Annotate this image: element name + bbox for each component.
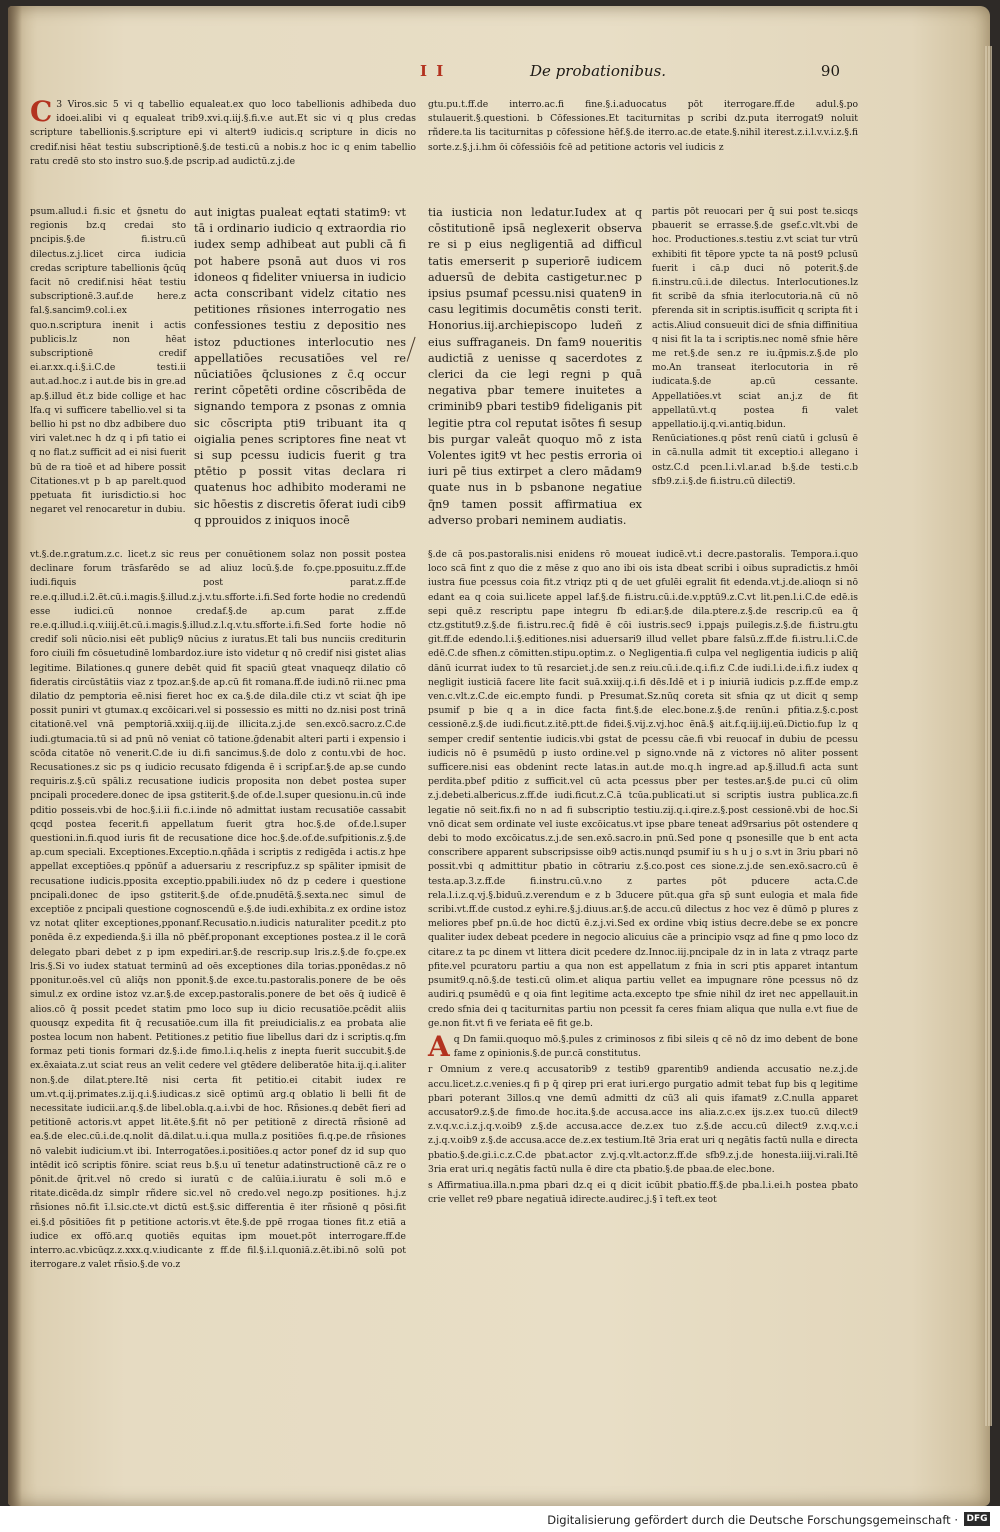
folio-number: 90 <box>820 62 840 80</box>
right-gloss-bottom <box>428 548 858 1360</box>
left-gloss-top <box>30 95 416 203</box>
right-gloss-s-text: s Affirmatiua.illa.n.pma pbari dz.q ei q dicit icūbit pbatio.ff.§.de pba.l.i.ei.h postea pbato crie vellet re9 pbare negatiuā idirecte.audirec.j.§ ī teft.ex teot <box>428 1179 858 1206</box>
main-text-a: aut inigtas pualeat eqtati statim9: vt tā i ordinario iudicio q extraordia rio iudex semp adhibeat aut publi cā fi pot habere psonā aut duos vi ros idoneos q fideliter vniuersa in iudicio acta conscribant videlz citatio nes petitiones rñsiones interrogatio nes confessiones testiu z depositio nes istoz pductiones interlocutio nes appellatiōes recusatiōes vel re nūciatiōes q̄clusiones z c̄.q occur rerint cōpetēti ordine cōscribēda de signando tempora z psonas z omnia sic cōscripta pti9 tribuant ita q oigialia penes scriptores fine neat vt si sup pcessu iudicis fuerit g tra ptētio p possit vitas declara ri quatenus hoc adhibito moderami ne sic hōestis z discretis ōferat iudi cib9 q pprouidos z iniquos inocē <box>194 206 406 527</box>
left-gloss-bottom-text: vt.§.de.r.gratum.z.c. licet.z sic reus per conuētionem solaz non possit postea declinare forum trāsfarēdo se ad aliuz locū.§.de fo.çpe.pposuitu.z.ff.de iudi.fiquis post parat.z.ff.de re.e.q.illud.i.2.ēt.cū.i.magis.§.illud.z.j.v.tu.sfforte.i.fi.Sed forte hodie no credendū esse iudici.cū nonnoe credaf.§.de ap.cum parat z.ff.de re.e.q.illud.i.q.v.iiij.ēt.cū.i.magis.§.illud.z.l.q.v.tu.sfforte.i.fi.Sed forte hodie nō credif soli nūcio.nisi eēt publiç9 nūcius z iuratus.Et tali bus nunciis crediturin foro ciuili fm cōsuetudinē lombardoz.iure isto videtur q nō credif nisi gistet alias legitime. Bilationes.q gunere debēt quid fit spaciū gteat vnaqueqz dilatio cō fideratis circūstātiis viaz z tpoz.ar.§.de ap.cū fit romana.ff.de iudi.nō rii.nec pma dilatio dz pemptoria eē.nisi fieret hoc ex ca.§.de dila.dile cti.z vt sciat q̄h ipe possit puniri vt gtumax.q excōicari.vel si possessio es mitti no dz.nisi post trinā citationē.vel vnā pemptoriā.xxiij.q.iij.de illicita.z.j.de sen.excō.sacro.z.C.de iudi.gtumacia.tū si ad pnū nō veniat cō tatione.ḡdenabit alteri parti i expensio i scōda citatōe nō venerit.C.de iu di.fi sancimus.§.de dolo z contu.vbi de hoc. Recusationes.z sic ps q iudicio recusato fdigenda ē i scripf.ar.§.de ap.se cundo requiris.z.§.cū spāli.z recusatione iudicis proposita non debet postea super pncipali procedere.donec de ipsa gstiterit.§.de of.de.l.super quesionu.in.cū inde pditio posseis.vbi de hoc.§.i.ii fi.c.i.inde nō admittat iustam recusatiōe cassabit qcqd postea fecerit.fi appellatum fuerit gtra hoc.§.de of.de.l.super questioni.in.fi.quod iuris fit de recusatione dice hoc.§.de.of.de.sufpitionis.z.§.de ap.cum speciali. Exceptiones.Exceptio.n.qñāda i scriptis z redigēda i actis.z hpe appellat exceptiōes.q ppōnūf a aduersariu z rescripfuz.z sp spāliter ipmisit de recusatione iudicis.pposita exceptio.ppabili.iudex nō dz p cedere i questione pncipali.donec de ipso gstiterit.§.de of.de.pnudētā.§.sexta.nec simul de exceptiōe z pncipali questione cognoscendū e.§.de iudi.exhibita.z ex ordine istoz vz notat qliter exceptiones,pponanf.Recusatio.n.iudicis naturaliter pcedit.z pto ponēda ē.z expedienda.§.i illa nō pbēf.proponant exceptiones postea.z il le corā delegato pbari debet z p ipm expediri.ar.§.de rescrip.sup lris.z.§.de fo.çpe.ex lris.§.Si vo iudex statuat terminū ad oēs exceptiones dila torias.pponēdas.z nō pponitur.oēs.vel cū aliq̄s non pponit.§.de exce.tu.pastoralis.ponere de be oēs simul.z ex ordine istoz vz.ar.§.de excep.pastoralis.ponere de bet oēs q̄ iudicē ē alios.cō q̄ possit pcedet statim pmo loco sup iu dicio recusatiōe.pcēdit aliis quousqz expedita fit q̄ recusatiōe.cum illa fit preiudicialis.z ea probata alie postea locum non habent. Petitiones.z petitio fiue libellus dari dz i scriptis.q.fm formaz peti tionis formari dz.§.i.de fimo.l.i.q.helis z inepta fuerit succubit.§.de ex.ēxaiata.z.ut sciat reus an velit cedere vel gtēdere deliberatōe hita.ij.q.i.aliter non.§.de dilat.ptere.Itē nisi certa fit petitio.ei citabit iudex re um.vt.q.ij.primates.z.ij.q.i.§.iudicas.z sicē optimū arg.q oblatio li belli fit de necessitate iudicii.ar.q.§.de libel.obla.q.a.i.vbi de hoc. Rñsiones.q debēt fieri ad petitionē actoris.vt appet lit.ēte.§.fit nō per petitionē z directā rñsionē ad ea.§.de elec.cū.i.de.q.nolit dā.dilat.u.i.qua mulla.z positiōes fi.q.pe.de rñsiones nō valebit iudicium.vt ibi. Interrogatōes.i.positiōes.q actor ponef dz id sup quo intēdit icō scriptis fōnire. sciat reus b.§.u uī tenetur adatinstructionē cā.z re o pōnit.de q̄rit.vel nō credo si iuratū c de calūia.i.iuratu ē soli m.ō e ritate.dicēda.dz simplr rñdere sic.vel nō credo.vel nego.zp positiones. h.j.z rñsiones nō.fit ī.l.sic.cte.vt dictū est.§.sic differentia ē iter rñsionē q pōsi.fit ei.§.d pōsitiōes fit p petitione actoris.vt ēte.§.de ppē rrogaa tiones fit.z etiā a iudice ex offō.ar.q quotiēs equitas ipm mouet.pōt interrogare.ff.de interro.ac.vbicūqz.z.xxx.q.v.iudicante z ff.de fil.§.i.l.quoniā.z.ēt.ibi.nō solū pot iterrogare.z valet rñsio.§.de vo.z <box>30 549 406 1271</box>
page-edge <box>984 46 992 1426</box>
dfg-logo-icon: DFG <box>964 1512 990 1526</box>
red-initial-q: A <box>428 1029 450 1063</box>
right-gloss-q-text: q Dn famii.quoquo mō.§.pules z criminosos z fibi sileis q cē nō dz imo debent de bone fame z opinionis.§.de pur.cā constitutus. <box>453 1033 858 1060</box>
page-gutter <box>8 6 22 1506</box>
main-text-column-b <box>428 205 642 527</box>
right-gloss-top <box>428 98 858 203</box>
right-gloss-side-text: partis pōt reuocari per q̄ sui post te.sicqs pbauerit se errasse.§.de gsef.c.vlt.vbi de hoc. Productiones.s.testiu z.vt sciat tur vtrū exhibiti fit tēpore ypcte ta nā post9 pclusū fuerit i cā.p duci nō poterit.§.de fi.instru.cū.i.de dilectus. Interlocutiones.lz fit scribē da sfnia iterlocutoria.nā cū nō pferenda sit in scriptis.isufficit q scripta fit i actis.Aliud consueuit dici de sfnia diffinitiua q nisi fit la ta i scriptis.nec nomē sfnie hēre me ret.§.de sen.z re iu.q̄pmis.z.§.de plo mo.An transeat iterlocutoria in rē iudicata.§.de ap.cū cessante. Appellatiōes.vt sciat an.j.z de fit appellatū.vt.q postea fi valet appellatio.ij.q.vi.antiq.bidun. Renūciationes.q pōst renū ciatū i gclusū ē in cā.nulla admit tit exceptio.i allegano i ostz.C.d pcen.l.i.vl.ar.ad b.§.de testi.c.b sfb9.z.i.§.de fi.istru.cū dilecti9. <box>652 206 858 487</box>
main-text-column-a <box>194 205 406 543</box>
running-head-title: De probationibus. <box>530 62 667 80</box>
running-head-numeral: I I <box>420 62 446 80</box>
left-gloss-bottom <box>30 548 406 1356</box>
footer-credit: Digitalisierung gefördert durch die Deutsche Forschungsgemeinschaft · <box>547 1513 958 1527</box>
right-gloss-bottom-text: §.de cā pos.pastoralis.nisi enidens rō moueat iudicē.vt.i decre.pastoralis. Tempora.i.quo loco scā fint z quo die z mēse z quo ano ibi ois ista dbeat scribi i oibus supradictis.z hmōi iustra fiue pcessus coia fit.z vtriqz pti q de uet gfulēi egralit fit edenda.vt.j.de.alioqn si nō edant ea q coia sui.licete appel laf.§.de fi.istru.cū.i.de.v.pptū9.z.C.vt lit.pen.l.i.C.de edē.is sepi quē.z rescriptu pape integru fb edi.ar.§.de dila.ptere.z.§.de rescrip.cū ea q̄ ctz.gstitut9.z.§.de fi.istru.rec.q̄ fidē ē cōi iustris.sec9 i.ppajs puilegis.z.§.de fi.istru.gtu git.ff.de edendo.l.i.§.editiones.nisi aduersari9 illud vellet pbare falsū.z.ff.de fi.istru.l.i.C.de edē.C.de sfhen.z cōmitten.stipu.optim.z. o Negligentia.fi culpa vel negligentia iudicis p aliq̄ dānū icurrat iudex to tū resarciet.j.de sen.z reiu.cū.i.de.q.i.fi.z C.de iudi.l.i.de.i.fi.z iudex q negligit iusticiā facere lite facit suā.xxiij.q.i.fi dēs.Idē et i p iniuriā iudicis p.z.ff.de emp.z ven.c.vlt.z.C.de eic.empto fundi. p Presumat.Sz.nūq coreta sit sfnia qz ut dicit q semp psumif p bie q a in dice facta fint.§.de elec.bone.z.§.de renūn.i pfitia.z.§.c.post cessionē.z.§.de iudi.ficut.z.itē.ptt.de fidei.§.vij.z.vj.hoc ēnā.§ ait.f.q.iij.iij.eū.Dictio.fup lz q semper credif sententie iudicis.vbi gstat de pcessu cāe.fi vbi reuocaf in dubiu de pcessu iudicis nō ē psumēdū p iusto ordine.vel p signo.vnde nā z victores nō aliter possent sufficere.nisi eas obdenint recte latas.in aut.de mo.q.h ingre.ad ap.§.illud.fi acta sunt perdita.pbef pditio z sufficit.vel cū acta pcessus pber per testes.ar.§.de pu.ci cū olim z.j.debeti.albericus.z.ff.de iudi.ficut.z.C.ā tcūa.publicati.ut si scriptis iustra publica.zc.fi legatie nō seit.fix.fi no n ad fi subscriptio testiu.zij.q.i.qire.z.§.post cessionē.vbi de hoc.Si vnō dicat sem ordinate vel iuste excōicatus.vt ipse pbare teneat ad9rsarius pōt ostendere q debi to modo excōicatus.z.j.de sen.exō.sacro.in pnū.Sed pone q psonesille que b ent acta conscribere apparent subscripsisse oib9 actis.nunqd psumif iu s h u j o s.vt in 3riu pbari nō possit.vbi q admittitur pbatio in cōtrariu z.§.co.post ces sione.z.j.de sen.exō.sacro.cū ē testa.ap.3.z.ff.de fi.instru.cū.v.no z partes pōt pducere acta.C.de rela.l.i.z.q.vj.§.biduū.z.verendum e z b 3ducere pūt.qua gr̄a sp̄ sunt eulogia et mala fide scribi.vt.ff.de custod.z eyhi.re.§.j.diuus.ar.§.de accu.cū dilectus z hoc vez ē dūmō p plures z meliores pbef pn.ū.de hoc dictū ē.z.j.vi.Sed ex ordine vbiq istius decre.debe se ex poncre qualiter iudex debeat pcedere in negocio alicuius cāe a principio vsqz ad fine q pmo loco dz citare.z ta pc dinem vt littera dicit pcedere dz.Innoc.iij.pncipale dz in in lata z vtraqz parte pfite.vel pcuratoru partiu a qua non est appellatum z fnia in scri ptis apparet intantum psumit9.q.nō.§.de testi.cū olim.et aliqua partiu vellet ea impugnare rōne pcessus nō dz audiri.q psumēdū e q oia fint legitime acta.excepto tpe sfnie nihil dz iret nec appellauit.in credo sfnia dei q taciturnitas partiu non pcessit fa ceres fniam aliqua que nulla e.vt fiue de ge.non fit.vt fi ve feriata eē fit ge.b. <box>428 549 858 1029</box>
running-head <box>420 62 840 90</box>
red-initial: C <box>30 95 53 128</box>
right-gloss-r-text: r Omnium z vere.q accusatorib9 z testib9 gparentib9 andienda accusatio ne.z.j.de accu.licet.z.c.venies.q fi p q̄ qirep pri erat iuri.ergo purgatio admit tebat fup bis q legitime pbari poterant 3illos.q vne demū admitti dz cū3 ali quis ifamat9 z.C.nulla apparet accusator9.z.§.de fimo.de hoc.ita.§.de accusa.acce ins alia.z.c.ex ijs.z.ex tuo.cū dilect9 z.v.q.v.c.i.z.j.q.v.oib9 z.§.de accusa.acce de.z.ex tuo z.§.de accu.cū dilect9 z.v.q.v.c.i z.j.q.v.oib9 z.§.de accusa.acce de.z.ex testium.Itē 3ria erat uri q negātis factū nulla e directa pbatio.§.de.gi.i.c.z.C.de pbat.actor z.vj.q.vlt.actor.z.ff.de sfb9.z.j.de honesta.iiij.vi.rali.Itē 3ria erat uri.q negātis factū nulla ē dire cta pbatio.§.de pbaa.de elec.bone. <box>428 1064 858 1175</box>
digitization-footer <box>0 1506 1000 1532</box>
left-gloss-top-text: 3 Viros.sic 5 vi q tabellio equaleat.ex quo loco tabellionis adhibeda duo idoei.alibi vi q equaleat trib9.xvi.q.iij.§.fi.v.e aut.Et sic vi q plus credas scripture tabellionis.§.scripture epi vi altert9 iudicis.q scripture in dicis no credif.nisi hēat testiu subscriptionē.§.de testi.cū a nobis.z hoc ic q enim tabellio ratu credē sto sto instro suo.§.de pscrip.ad audictū.z.j.de <box>30 99 416 167</box>
right-gloss-top-text: gtu.pu.t.ff.de interro.ac.fi fine.§.i.aduocatus pōt iterrogare.ff.de adul.§.po stulauerit.§.questioni. b Cōfessiones.Et taciturnitas p scribi dz.puta iterrogat9 noluit rñdere.ta lis taciturnitas p cōfessione hēf.§.de iterro.ac.de etate.§.nihil iterest.z.i.l.v.v.i.z.§.fi sorte.z.§.j.i.hm ōi cōfessiōis fcē ad petitione actoris vel iudicis z <box>428 99 858 153</box>
left-gloss-narrow <box>30 205 186 545</box>
main-text-b: tia iusticia non ledatur.Iudex at q cōstitutionē ipsā neglexerit observa re si p eius negligentiā ad difficul tatis emerserit p superiorē iudicem aduersū de debita castigetur.nec p ipsius psumaf pcessu.nisi quaten9 in casu legitimis documētis consti terit. Honorius.iij.archiepiscopo ludeñ z eius suffraganeis. Dn fam9 noueritis audictiā z uenisse q sacerdotes z clerici da cie legi regni p quā negativa pbar temere inuitetes a criminib9 pbari testib9 fideliganis pit legitie ptra col reputat isōtes fi sesup bis purgar valeāt quoquo mō z ista Volentes igit9 vt hec pestis erroria oi iuri pē tius extirpet a clero mādam9 quate nus in b psbanone negatiue q̄n9 tamen possit affirmatiua ex adverso probari neminem audiatis. <box>428 206 642 527</box>
left-gloss-narrow-text: psum.allud.i fi.sic et ḡsnetu do regionis bz.q credai sto pncipis.§.de fi.istru.cū dilectus.z.j.licet circa iudicia credas scripture tabellionis q̄cūq facit nō credif.nisi hēat testiu subscriptionē.3.auf.de here.z fal.§.sancim9.col.i.ex quo.n.scriptura inenit i actis publicis.lz non hēat subscriptionē credif ei.ar.xx.q.i.§.i.C.de testi.ii aut.ad.hoc.z i aut.de bis in gre.ad ap.§.illud ēt.z bide collige et hac lfa.q vi sufficere tabellio.vel si ta bellio hi pst no dbz adbibere duo viri valet.nec h dz q i pfi tatio ei q no flat.z sufficit ad ei nisi fuerit bū de ra tioē et ad hibere possit Citationes.vt p b ap parelt.quod ppetuata fit iurisdictio.si hoc negaret vel renocaretur in dubiu. <box>30 206 186 516</box>
right-gloss-side <box>652 205 858 545</box>
